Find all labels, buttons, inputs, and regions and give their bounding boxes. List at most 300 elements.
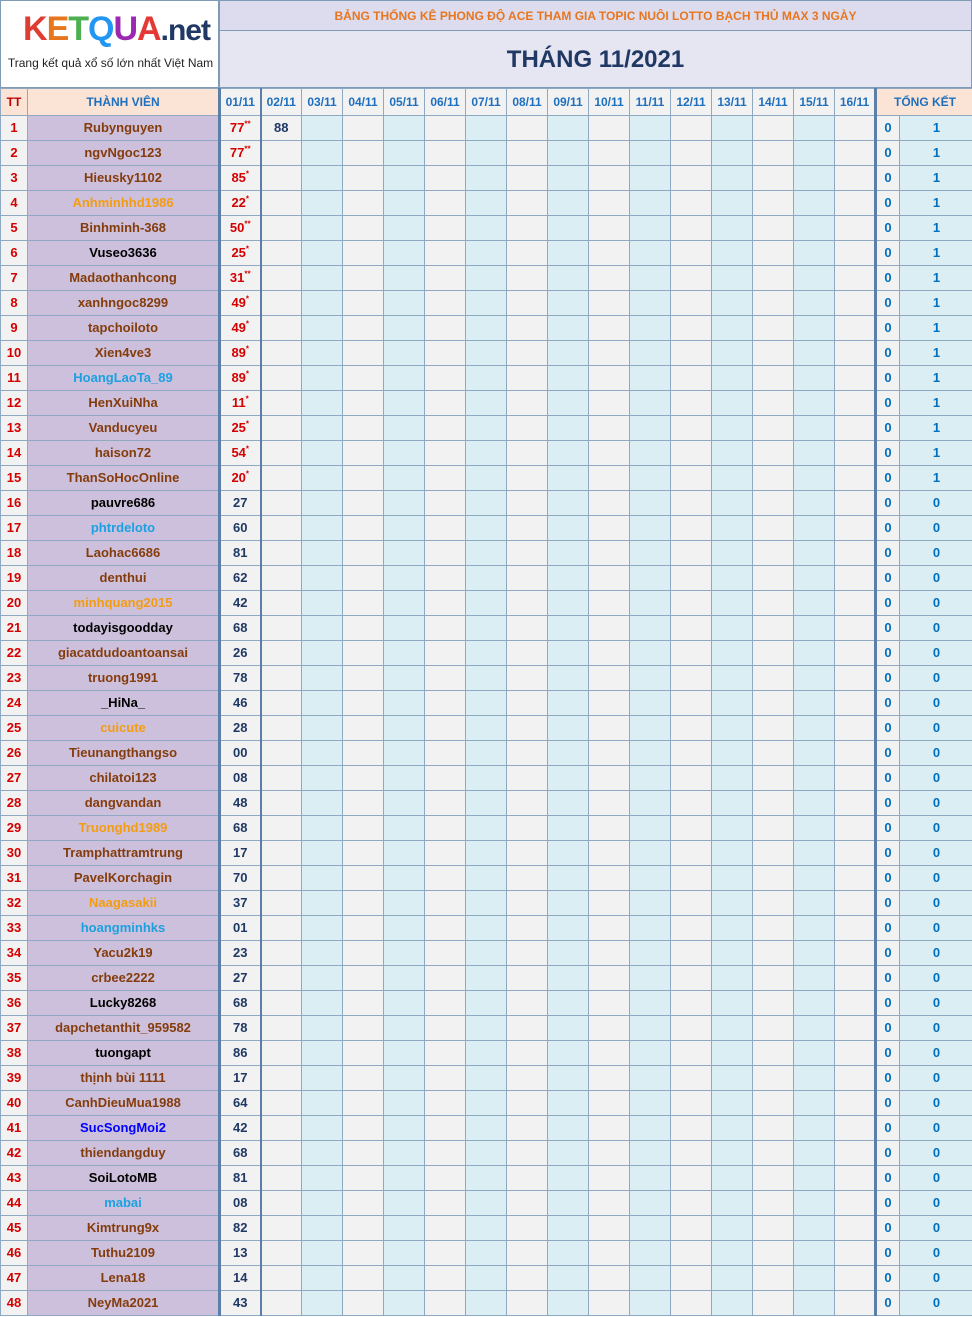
day-cell <box>794 741 835 766</box>
member-name[interactable]: Yacu2k19 <box>28 941 220 966</box>
day-cell <box>425 541 466 566</box>
pick-value: 68 <box>233 820 248 835</box>
day-cell <box>384 691 425 716</box>
member-name[interactable]: dapchetanthit_959582 <box>28 1016 220 1041</box>
day-cell <box>548 266 589 291</box>
day-cell <box>302 666 343 691</box>
member-name[interactable]: Tramphattramtrung <box>28 841 220 866</box>
day-cell <box>425 1216 466 1241</box>
day-cell <box>302 916 343 941</box>
day-cell <box>794 341 835 366</box>
day-cell <box>425 1191 466 1216</box>
pick-day-1 <box>220 966 261 991</box>
pick-value: 26 <box>233 645 248 660</box>
row-number: 27 <box>1 766 28 791</box>
day-cell <box>507 1241 548 1266</box>
pick-value: 89 <box>231 345 246 360</box>
day-cell <box>589 1116 630 1141</box>
day-cell <box>548 716 589 741</box>
day-cell <box>671 791 712 816</box>
pick-day-1 <box>220 141 261 166</box>
day-cell <box>794 691 835 716</box>
day-cell <box>712 541 753 566</box>
row-number: 40 <box>1 1091 28 1116</box>
member-name[interactable]: Kimtrung9x <box>28 1216 220 1241</box>
member-name[interactable]: SucSongMoi2 <box>28 1116 220 1141</box>
table-row <box>1 1091 972 1116</box>
summary-left: 0 <box>876 1016 900 1041</box>
day-cell <box>794 1016 835 1041</box>
summary-left: 0 <box>876 566 900 591</box>
pick-value: 11 <box>231 395 246 410</box>
member-name[interactable]: denthui <box>28 566 220 591</box>
pick-day-1 <box>220 341 261 366</box>
day-cell <box>343 716 384 741</box>
member-name[interactable]: tapchoiloto <box>28 316 220 341</box>
day-cell <box>343 1041 384 1066</box>
day-cell <box>425 1091 466 1116</box>
day-cell <box>589 791 630 816</box>
table-row <box>1 1041 972 1066</box>
day-cell <box>630 741 671 766</box>
day-cell <box>589 1091 630 1116</box>
day-cell <box>261 441 302 466</box>
day-cell <box>384 1266 425 1291</box>
summary-left: 0 <box>876 491 900 516</box>
summary-left: 0 <box>876 191 900 216</box>
day-cell <box>466 466 507 491</box>
day-cell <box>753 866 794 891</box>
day-cell <box>343 641 384 666</box>
day-cell <box>671 816 712 841</box>
member-name[interactable]: Truonghd1989 <box>28 816 220 841</box>
day-cell <box>425 366 466 391</box>
member-name[interactable]: Anhminhhd1986 <box>28 191 220 216</box>
day-cell <box>630 1016 671 1041</box>
day-cell <box>343 316 384 341</box>
day-cell <box>343 541 384 566</box>
summary-right: 0 <box>900 716 972 741</box>
day-cell <box>753 391 794 416</box>
summary-right: 0 <box>900 891 972 916</box>
summary-left: 0 <box>876 1041 900 1066</box>
pick-day-1 <box>220 1241 261 1266</box>
day-cell <box>671 116 712 141</box>
day-cell <box>835 166 876 191</box>
day-cell <box>384 216 425 241</box>
day-cell <box>507 266 548 291</box>
day-cell <box>589 816 630 841</box>
day-cell <box>671 741 712 766</box>
member-name[interactable]: Laohac6686 <box>28 541 220 566</box>
day-cell <box>589 766 630 791</box>
day-cell <box>548 191 589 216</box>
day-cell <box>466 216 507 241</box>
member-name[interactable]: hoangminhks <box>28 916 220 941</box>
day-cell <box>384 1116 425 1141</box>
member-name[interactable]: pauvre686 <box>28 491 220 516</box>
column-header-day: 01/11 <box>220 89 261 116</box>
logo-letter: T <box>68 10 89 48</box>
day-cell <box>753 766 794 791</box>
day-cell <box>671 1191 712 1216</box>
pick-day-1 <box>220 1166 261 1191</box>
pick-value: 60 <box>233 520 248 535</box>
row-number: 18 <box>1 541 28 566</box>
ketqua-logo[interactable] <box>0 0 219 88</box>
day-cell <box>343 816 384 841</box>
summary-left: 0 <box>876 141 900 166</box>
day-cell <box>343 1066 384 1091</box>
member-name[interactable]: Binhminh-368 <box>28 216 220 241</box>
day-cell <box>343 941 384 966</box>
day-cell <box>507 491 548 516</box>
day-cell <box>753 316 794 341</box>
day-cell <box>384 616 425 641</box>
day-cell <box>671 616 712 641</box>
member-name[interactable]: _HiNa_ <box>28 691 220 716</box>
day-cell <box>261 1116 302 1141</box>
member-name[interactable]: Tieunangthangso <box>28 741 220 766</box>
table-row <box>1 591 972 616</box>
row-number: 7 <box>1 266 28 291</box>
member-name[interactable]: mabai <box>28 1191 220 1216</box>
summary-right: 1 <box>900 466 972 491</box>
day-cell <box>589 241 630 266</box>
day-cell <box>548 866 589 891</box>
hit-star: ** <box>244 144 251 154</box>
day-cell <box>343 566 384 591</box>
day-cell <box>425 666 466 691</box>
table-row <box>1 941 972 966</box>
day-cell <box>507 216 548 241</box>
day-cell <box>589 541 630 566</box>
logo-suffix: .net <box>160 14 210 47</box>
day-cell <box>466 991 507 1016</box>
day-cell <box>753 1016 794 1041</box>
day-cell <box>261 641 302 666</box>
day-cell <box>425 566 466 591</box>
member-name[interactable]: xanhngoc8299 <box>28 291 220 316</box>
table-row <box>1 516 972 541</box>
member-name[interactable]: Lucky8268 <box>28 991 220 1016</box>
day-cell <box>343 666 384 691</box>
day-cell <box>671 1166 712 1191</box>
day-cell <box>548 1041 589 1066</box>
day-cell <box>794 416 835 441</box>
row-number: 14 <box>1 441 28 466</box>
summary-right: 1 <box>900 116 972 141</box>
hit-star: * <box>245 194 250 204</box>
hit-star: ** <box>244 119 251 129</box>
day-cell <box>507 1041 548 1066</box>
day-cell <box>630 541 671 566</box>
day-cell <box>794 991 835 1016</box>
day-cell <box>589 191 630 216</box>
day-cell <box>548 816 589 841</box>
day-cell <box>302 566 343 591</box>
summary-left: 0 <box>876 241 900 266</box>
day-cell <box>425 1141 466 1166</box>
day-cell <box>671 691 712 716</box>
day-cell <box>384 766 425 791</box>
day-cell <box>753 266 794 291</box>
day-cell <box>507 1166 548 1191</box>
day-cell <box>753 541 794 566</box>
pick-value: 48 <box>233 795 248 810</box>
day-cell <box>343 916 384 941</box>
day-cell <box>548 791 589 816</box>
day-cell <box>794 566 835 591</box>
day-cell <box>794 391 835 416</box>
pick-day-1 <box>220 666 261 691</box>
member-name[interactable]: chilatoi123 <box>28 766 220 791</box>
pick-value: 49 <box>231 295 246 310</box>
day-cell <box>794 891 835 916</box>
day-cell <box>466 1291 507 1316</box>
day-cell <box>589 316 630 341</box>
day-cell <box>712 991 753 1016</box>
day-cell <box>261 791 302 816</box>
table-row <box>1 266 972 291</box>
day-cell <box>835 541 876 566</box>
pick-value: 50 <box>229 220 245 235</box>
table-row <box>1 691 972 716</box>
member-name[interactable]: HoangLaoTa_89 <box>28 366 220 391</box>
member-name[interactable]: cuicute <box>28 716 220 741</box>
day-cell <box>425 216 466 241</box>
summary-right: 1 <box>900 291 972 316</box>
day-cell <box>753 716 794 741</box>
day-cell <box>507 616 548 641</box>
member-name[interactable]: Rubynguyen <box>28 116 220 141</box>
pick-day-1 <box>220 691 261 716</box>
member-name[interactable]: thịnh bùi 1111 <box>28 1066 220 1091</box>
member-name[interactable]: Vuseo3636 <box>28 241 220 266</box>
day-cell <box>507 241 548 266</box>
day-cell <box>835 391 876 416</box>
summary-right: 0 <box>900 541 972 566</box>
pick-day-1 <box>220 366 261 391</box>
day-cell <box>384 1191 425 1216</box>
day-cell <box>343 866 384 891</box>
member-name[interactable]: Vanducyeu <box>28 416 220 441</box>
member-name[interactable]: crbee2222 <box>28 966 220 991</box>
summary-left: 0 <box>876 816 900 841</box>
member-name[interactable]: dangvandan <box>28 791 220 816</box>
summary-left: 0 <box>876 991 900 1016</box>
day-cell <box>507 1291 548 1316</box>
day-cell <box>712 891 753 916</box>
day-cell <box>712 291 753 316</box>
member-name[interactable]: thiendangduy <box>28 1141 220 1166</box>
day-cell <box>712 491 753 516</box>
pick-day-1 <box>220 766 261 791</box>
day-cell <box>630 766 671 791</box>
pick-day-1 <box>220 716 261 741</box>
hit-star: * <box>245 294 250 304</box>
day-cell <box>261 1191 302 1216</box>
day-cell <box>589 616 630 641</box>
member-name[interactable]: minhquang2015 <box>28 591 220 616</box>
summary-left: 0 <box>876 1091 900 1116</box>
pick-day-1 <box>220 491 261 516</box>
day-cell <box>712 1191 753 1216</box>
table-row <box>1 291 972 316</box>
summary-left: 0 <box>876 716 900 741</box>
member-name[interactable]: Lena18 <box>28 1266 220 1291</box>
day-cell <box>630 641 671 666</box>
day-cell <box>753 566 794 591</box>
day-cell <box>671 1241 712 1266</box>
summary-left: 0 <box>876 866 900 891</box>
member-name[interactable]: CanhDieuMua1988 <box>28 1091 220 1116</box>
row-number: 47 <box>1 1266 28 1291</box>
table-row <box>1 616 972 641</box>
day-cell <box>507 1141 548 1166</box>
summary-right: 0 <box>900 1216 972 1241</box>
pick-value: 20 <box>231 470 246 485</box>
member-name[interactable]: Hieusky1102 <box>28 166 220 191</box>
day-cell <box>384 1141 425 1166</box>
day-cell <box>466 791 507 816</box>
day-cell <box>712 1016 753 1041</box>
day-cell <box>466 1166 507 1191</box>
day-cell <box>384 441 425 466</box>
member-name[interactable]: phtrdeloto <box>28 516 220 541</box>
day-cell <box>548 366 589 391</box>
member-name[interactable]: Tuthu2109 <box>28 1241 220 1266</box>
pick-value: 78 <box>233 1020 248 1035</box>
summary-right: 1 <box>900 216 972 241</box>
day-cell <box>384 266 425 291</box>
day-cell <box>548 941 589 966</box>
day-cell <box>384 1091 425 1116</box>
day-cell <box>425 791 466 816</box>
day-cell <box>466 391 507 416</box>
day-cell <box>671 1091 712 1116</box>
day-cell <box>589 666 630 691</box>
day-cell <box>261 716 302 741</box>
day-cell <box>712 441 753 466</box>
day-cell <box>835 1066 876 1091</box>
row-number: 9 <box>1 316 28 341</box>
day-cell <box>343 1216 384 1241</box>
day-cell <box>425 241 466 266</box>
day-cell <box>507 141 548 166</box>
day-cell <box>712 1291 753 1316</box>
summary-right: 0 <box>900 616 972 641</box>
day-cell <box>753 891 794 916</box>
day-cell <box>302 816 343 841</box>
table-row <box>1 566 972 591</box>
row-number: 35 <box>1 966 28 991</box>
member-name[interactable]: giacatdudoantoansai <box>28 641 220 666</box>
column-header-tt: TT <box>1 89 28 116</box>
column-header-day: 15/11 <box>794 89 835 116</box>
summary-left: 0 <box>876 1066 900 1091</box>
day-cell <box>671 441 712 466</box>
day-cell <box>589 341 630 366</box>
day-cell <box>671 1266 712 1291</box>
day-cell <box>302 1041 343 1066</box>
day-cell <box>302 1191 343 1216</box>
day-cell <box>794 1241 835 1266</box>
summary-right: 0 <box>900 941 972 966</box>
row-number: 38 <box>1 1041 28 1066</box>
day-cell <box>835 966 876 991</box>
pick-day-1 <box>220 266 261 291</box>
day-cell <box>794 1166 835 1191</box>
column-header-day: 10/11 <box>589 89 630 116</box>
row-number: 12 <box>1 391 28 416</box>
member-name[interactable]: Naagasakii <box>28 891 220 916</box>
member-name[interactable]: HenXuiNha <box>28 391 220 416</box>
day-cell <box>507 816 548 841</box>
day-cell <box>302 1091 343 1116</box>
summary-right: 0 <box>900 1066 972 1091</box>
day-cell <box>343 291 384 316</box>
summary-left: 0 <box>876 441 900 466</box>
day-cell <box>425 291 466 316</box>
day-cell <box>507 391 548 416</box>
day-cell <box>630 716 671 741</box>
day-cell <box>466 291 507 316</box>
day-cell <box>548 391 589 416</box>
day-cell <box>753 141 794 166</box>
summary-right: 1 <box>900 166 972 191</box>
table-row <box>1 341 972 366</box>
day-cell <box>671 191 712 216</box>
day-cell <box>302 616 343 641</box>
member-name[interactable]: todayisgoodday <box>28 616 220 641</box>
day-cell <box>507 1216 548 1241</box>
day-cell <box>466 1266 507 1291</box>
day-cell <box>794 666 835 691</box>
day-cell <box>261 316 302 341</box>
day-cell <box>753 1141 794 1166</box>
member-name[interactable]: NeyMa2021 <box>28 1291 220 1316</box>
member-name[interactable]: haison72 <box>28 441 220 466</box>
table-row <box>1 166 972 191</box>
day-cell <box>384 1216 425 1241</box>
day-cell <box>794 966 835 991</box>
member-name[interactable]: PavelKorchagin <box>28 866 220 891</box>
table-row <box>1 466 972 491</box>
day-cell <box>630 391 671 416</box>
day-cell <box>507 541 548 566</box>
summary-right: 0 <box>900 1291 972 1316</box>
member-name[interactable]: Xien4ve3 <box>28 341 220 366</box>
member-name[interactable]: truong1991 <box>28 666 220 691</box>
day-cell <box>671 866 712 891</box>
member-name[interactable]: tuongapt <box>28 1041 220 1066</box>
table-row <box>1 316 972 341</box>
member-name[interactable]: Madaothanhcong <box>28 266 220 291</box>
day-cell <box>548 1016 589 1041</box>
day-cell <box>261 1166 302 1191</box>
member-name[interactable]: ngvNgoc123 <box>28 141 220 166</box>
member-name[interactable]: ThanSoHocOnline <box>28 466 220 491</box>
day-cell <box>753 666 794 691</box>
day-cell <box>794 791 835 816</box>
day-cell <box>589 916 630 941</box>
column-header-day: 07/11 <box>466 89 507 116</box>
day-cell <box>589 591 630 616</box>
member-name[interactable]: SoiLotoMB <box>28 1166 220 1191</box>
day-cell <box>302 441 343 466</box>
day-cell <box>302 166 343 191</box>
